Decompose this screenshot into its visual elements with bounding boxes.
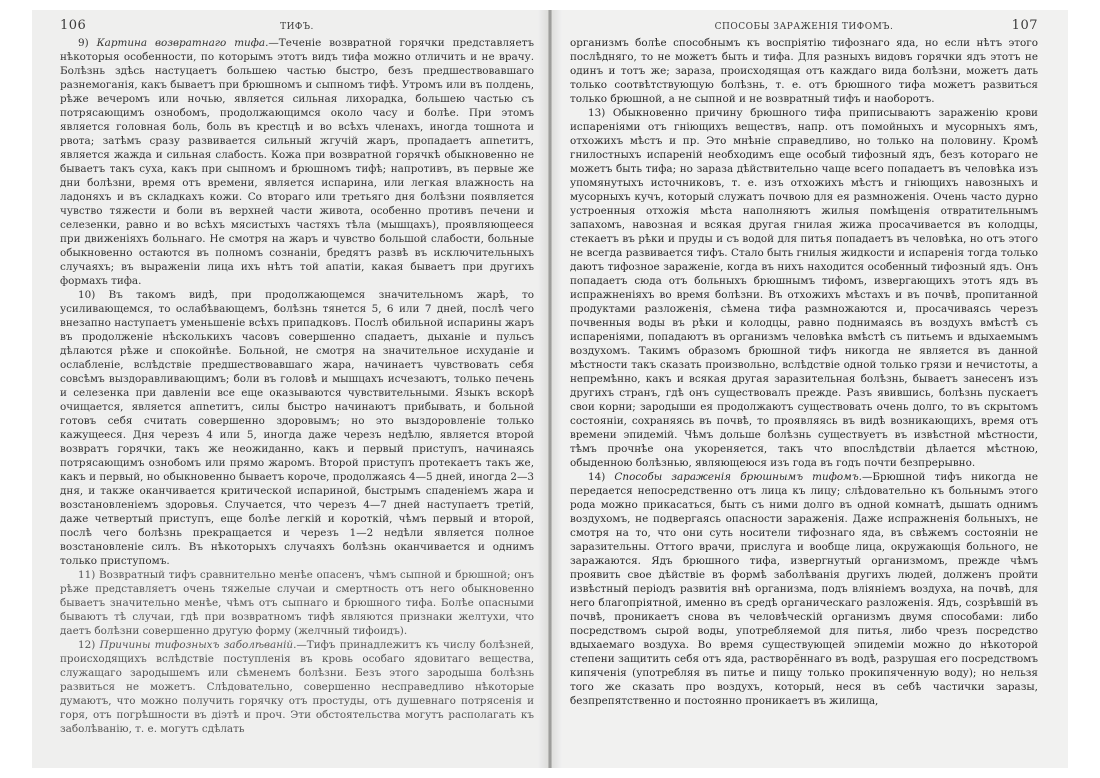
right-page <box>552 10 1068 768</box>
right-page-header <box>570 18 1038 32</box>
paragraph: 10) Въ такомъ видѣ, при продолжающемся значительномъ жарѣ, то усиливающемся, то ослабѣвающемъ, болѣзнь тянется 5, 6 или 7 дней, послѣ чего внезапно наступаетъ уменьшеніе всѣхъ припадковъ. Послѣ обильной испарины жаръ въ продолженіе нѣсколькихъ часовъ совершенно спадаетъ, дыханіе и пульсъ дѣлаются рѣже и спокойнѣе. Больной, не смотря на значительное исхуданіе и ослабленіе, вслѣдствіе предшествовавшаго жара, начинаетъ чувствовать себя совсѣмъ выздоравливающимъ; боли въ головѣ и мышцахъ исчезаютъ, только печень и селезенка при давленіи все еще оказываются чувствительными. Языкъ вскорѣ очищается, является апnетитъ, силы быстро начинаютъ прибывать, и больной готовъ себя считать совершенно здоровымъ; но это выздоровленіе только кажущееся. Дня черезъ 4 или 5, иногда даже черезъ недѣлю, является второй возвратъ горячки, такъ же неожиданно, какъ и первый приступъ, начинаясь потрясающимъ ознобомъ или прямо жаромъ. Второй приступъ протекаетъ такъ же, какъ и первый, но обыкновенно бываетъ короче, продолжаясь 4—5 дней, иногда 2—3 дня, и также оканчивается критической испариной, быстрымъ спаденіемъ жара и возстановленіемъ здоровья. Случается, что черезъ 4—7 дней наступаетъ третій, даже четвертый приступъ, еще болѣе легкій и короткій, чѣмъ первый и второй, послѣ чего болѣзнь прекращается и черезъ 1—2 недѣли является полное возстановленіе силъ. Въ нѣкоторыхъ случаяхъ болѣзнь оканчивается и однимъ только приступомъ. <box>60 289 534 567</box>
paragraph: организмъ болѣе способнымъ къ воспріятію тифознаго яда, но если нѣтъ этого послѣдняго, то не можетъ быть и тифа. Для разныхъ видовъ горячки ядъ этотъ не одинъ и тотъ же; зараза, происходящая отъ каждаго вида болѣзни, можетъ дать только соотвѣтствующую болѣзнь, т. е. отъ брюшного тифа можетъ развиться только брюшной, а не сыпной и не возвратный тифъ и наоборотъ. <box>570 37 1038 105</box>
book-spread <box>32 10 1068 768</box>
paragraph: 12) Причины тифозныхъ заболѣваній.—Тифъ принадлежитъ къ числу болѣзней, происходящихъ вслѣдствіе поступленія въ кровь особаго ядовитаго вещества, служащаго зародышемъ или сѣменемъ болѣзни. Безъ этого зародыша болѣзнь развиться не можетъ. Слѣдовательно, совершенно несправедливо нѣкоторые думаютъ, что можно получить горячку отъ простуды, отъ душевнаго потрясенія и горя, отъ погрѣшности въ діэтѣ и проч. Эти обстоятельства могутъ располагать къ заболѣванію, т. е. могутъ сдѣлать <box>60 639 534 735</box>
left-page <box>32 10 548 768</box>
page-number: 106 <box>60 18 87 33</box>
paragraph: 9) Картина возвратнаго тифа.—Теченіе возвратной горячки представляетъ нѣкоторыя особенности, по которымъ этотъ видъ тифа можно отличить и не врачу. Болѣзнь здѣсь настуцаетъ большею частью быстро, безъ предшествовавшаго разнемоганія, какъ бываетъ при брюшномъ и сыпномъ тифѣ. Утромъ или въ полдень, рѣже вечеромъ или ночью, является сильная лихорадка, большею частью съ потрясающимъ ознобомъ, продолжающимся около часу и болѣе. При этомъ является головная боль, боль въ крестцѣ и во всѣхъ членахъ, иногда тошнота и рвота; затѣмъ сразу развивается сильный жгучій жаръ, пропадаетъ апnетитъ, является жажда и сильная слабость. Кожа при возвратной горячкѣ обыкновенно не бываетъ такъ суха, какъ при сыпномъ и брюшномъ тифѣ; напротивъ, въ первые же дни болѣзни, время отъ времени, является испарина, или легкая влажность на ладоняхъ и въ складкахъ кожи. Со втораго или третьяго дня болѣзни появляется чувство тяжести и боли въ верхней части живота, особенно противъ печени и селезенки, равно и во всѣхъ мясистыхъ частяхъ тѣла (мышцахъ), проявляющееся при движеніяхъ больнаго. Не смотря на жаръ и чувство большой слабости, больные обыкновенно остаются въ полномъ сознаніи, бредятъ развѣ въ исключительныхъ случаяхъ; въ выраженіи лица ихъ нѣтъ той апатіи, какая бываетъ при другихъ формахъ тифа. <box>60 37 534 287</box>
running-head: ТИФЪ. <box>280 22 314 32</box>
left-page-text <box>60 36 534 736</box>
running-head: СПОСОБЫ ЗАРАЖЕНІЯ ТИФОМЪ. <box>714 22 894 32</box>
paragraph: 11) Возвратный тифъ сравнительно менѣе опасенъ, чѣмъ сыпной и брюшной; онъ рѣже представляетъ очень тяжелые случаи и смертность отъ него обыкновенно бываетъ значительно менѣе, чѣмъ отъ сыпнаго и брюшного тифа. Болѣе опасными бываютъ тѣ случаи, гдѣ при возвратномъ тифѣ являются признаки желтухи, что даетъ болѣзни совершенно другую форму (желчный тифоидъ). <box>60 569 534 637</box>
paragraph: 13) Обыкновенно причину брюшного тифа приписываютъ зараженію крови испареніями отъ гніющихъ веществъ, напр. отъ помойныхъ и мусорныхъ ямъ, отхожихъ мѣстъ и пр. Это мнѣніе справедливо, но только на половину. Кромѣ гнилостныхъ испареній необходимъ еще особый тифозный ядъ, безъ котораго не можетъ быть тифа; но зараза дѣйствительно чаще всего попадаетъ въ человѣка изъ упомянутыхъ источниковъ, т. е. изъ отхожихъ мѣстъ и гніющихъ навозныхъ и мусорныхъ кучъ, который служатъ почвою для ея размноженія. Очень часто дурно устроенныя отхожія мѣста наполняютъ жилыя помѣщенія отвратительнымъ запахомъ, навозная и всякая другая гнилая жижа просачивается въ колодцы, стекаетъ въ рѣки и пруды и съ водой для питья попадаетъ въ человѣка, но отъ этого не всегда развивается тифъ. Стало быть гнилыя жидкости и испаренія тогда только даютъ тифозное зараженіе, когда въ нихъ находится особенный тифозный ядъ. Онъ попадаетъ сюда отъ больныхъ брюшнымъ тифомъ, извергающихъ этотъ ядъ въ испражненіяхъ во время болѣзни. Въ отхожихъ мѣстахъ и въ почвѣ, пропитанной продуктами разложенія, сѣмена тифа размножаются и, просачиваясь черезъ почвенныя воды въ рѣки и колодцы, равно поднимаясь въ воздухъ вмѣстѣ съ испареніями, попадаютъ въ организмъ человѣка вмѣстѣ съ питьемъ и вдыхаемымъ воздухомъ. Такимъ образомъ брюшной тифъ никогда не является въ данной мѣстности такъ сказать произвольно, вслѣдствіе одной только грязи и нечистоты, а непремѣнно, какъ и всякая другая заразительная болѣзнь, бываетъ занесенъ изъ другихъ странъ, гдѣ онъ существовалъ прежде. Разъ явившись, болѣзнь пускаетъ свои корни; зародыши ея продолжаютъ существовать очень долго, то въ скрытомъ состояніи, сохраняясь въ почвѣ, то проявляясь въ видѣ возникающихъ, время отъ времени эпидемій. Чѣмъ дольше болѣзнь существуетъ въ извѣстной мѣстности, тѣмъ прочнѣе она укореняется, такъ что впослѣдствіи дѣлается мѣстною, обыденною болѣзнью, являющеюся изъ года въ годъ почти безпрерывно. <box>570 107 1038 469</box>
right-page-text <box>570 36 1038 708</box>
paragraph: 14) Способы зараженія брюшнымъ тифомъ.—Брюшной тифъ никогда не передается непосредственно отъ лица къ лицу; слѣдовательно къ больнымъ этого рода можно прикасаться, быть съ ними долго въ одной комнатѣ, дышать однимъ воздухомъ, не подвергаясь опасности зараженія. Даже испражненія больныхъ, не смотря на то, что они суть носители тифознаго яда, въ свѣжемъ состояніи не заразительны. Оттого врачи, прислуга и вообще лица, окружающія больного, не заражаются. Ядъ брюшного тифа, извергнутый организмомъ, прежде чѣмъ проявить свое дѣйствіе въ формѣ заболѣванія другихъ людей, долженъ пройти извѣстный періодъ развитія внѣ организма, подъ вліяніемъ воздуха, на почвѣ, для него благопріятной, именно въ средѣ органическаго разложенія. Ядъ, созрѣвшій въ почвѣ, проникаетъ снова въ человѣческій организмъ двумя способами: либо посредствомъ сырой воды, употребляемой для питья, либо чрезъ посредство вдыхаемаго воздуха. Во время существующей эпидеміи можно до нѣкоторой степени защитить себя отъ яда, растворённаго въ водѣ, разрушая его посредствомъ кипяченія (употребляя въ питье и пищу только прокипяченную воду); но нельзя того же сказать про воздухъ, который, неся въ себѣ частички заразы, безпрепятственно и постоянно проникаетъ въ жилища, <box>570 471 1038 707</box>
page-number: 107 <box>1011 18 1038 33</box>
left-page-header <box>60 18 534 32</box>
